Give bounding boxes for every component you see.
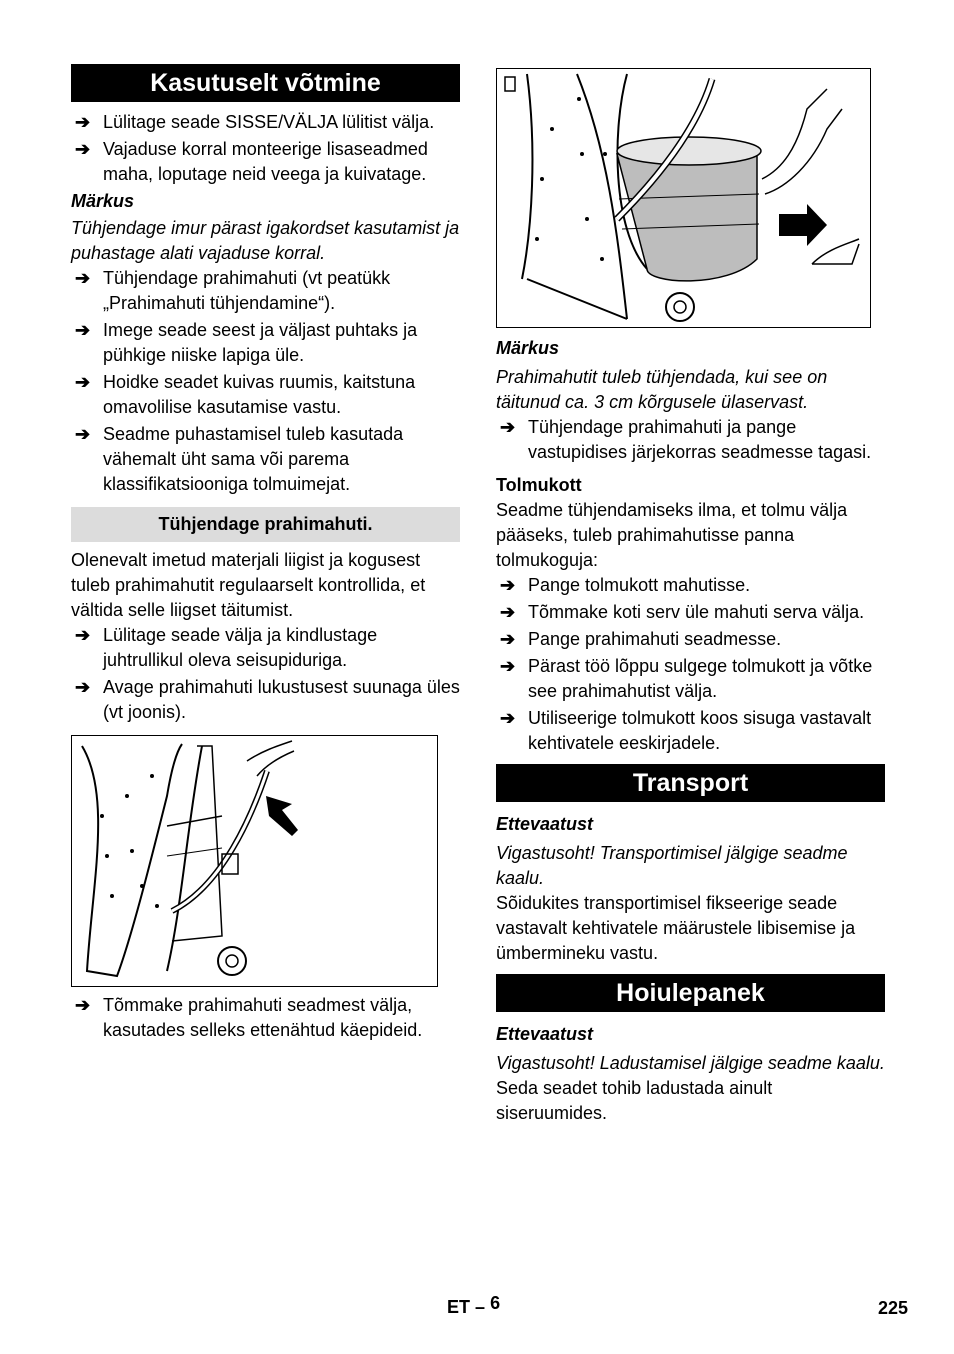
caution-text: Vigastusoht! Ladustamisel jälgige seadme kaalu.	[496, 1053, 885, 1073]
list-item: ➔ Tõmmake koti serv üle mahuti serva välja.	[496, 600, 885, 625]
arrow-right-icon: ➔	[500, 602, 516, 622]
note-label: Märkus	[496, 338, 560, 358]
arrow-right-icon: ➔	[500, 656, 516, 676]
section-title-storage: Hoiulepanek	[496, 974, 885, 1012]
arrow-right-icon: ➔	[75, 320, 91, 340]
illustration-vacuum-unlock	[72, 736, 437, 986]
arrow-right-icon: ➔	[75, 268, 91, 288]
list-item: ➔ Lülitage seade SISSE/VÄLJA lülitist välja.	[71, 110, 460, 135]
dust-bag-intro-text: Seadme tühjendamiseks ilma, et tolmu välja pääseks, tuleb prahimahutisse panna tolmukoguja:	[496, 500, 848, 570]
note-label: Märkus	[71, 191, 135, 211]
arrow-right-icon: ➔	[75, 424, 91, 444]
section-intro-text: Olenevalt imetud materjali liigist ja kogusest tuleb prahimahutit regulaarselt kontrollida, et vältida selle liigset täitumist.	[71, 550, 426, 620]
right-column	[496, 68, 885, 1126]
arrow-right-icon: ➔	[75, 995, 91, 1015]
list-item: ➔ Tühjendage prahimahuti (vt peatükk „Prahimahuti tühjendamine“).	[75, 268, 391, 313]
list-item: ➔ Pärast töö lõppu sulgege tolmukott ja võtke see prahimahutist välja.	[500, 656, 873, 701]
list-decommission-steps	[71, 110, 460, 187]
arrow-right-icon: ➔	[75, 112, 91, 132]
figure-open-container	[71, 735, 438, 987]
subsection-title-dust-bag: Tolmukott	[496, 475, 582, 495]
arrow-right-icon: ➔	[75, 372, 91, 392]
transport-text: Sõidukites transportimisel fikseerige seade vastavalt kehtivatele määrustele libisemise ja ümbermineku vastu.	[496, 893, 856, 963]
note-text: Prahimahutit tuleb tühjendada, kui see on täitunud ca. 3 cm kõrgusele ülaservast.	[496, 367, 828, 412]
note-text: Tühjendage imur pärast igakordset kasutamist ja puhastage alati vajaduse korral.	[71, 218, 460, 263]
caution-label: Ettevaatust	[496, 1024, 594, 1044]
illustration-vacuum-container-removal	[497, 69, 870, 327]
list-cleaning-steps	[71, 266, 460, 497]
list-pull-out-steps	[71, 993, 460, 1043]
figure-pull-out-container	[496, 68, 871, 328]
list-empty-steps	[71, 623, 460, 725]
list-item: ➔ Avage prahimahuti lukustusest suunaga üles (vt joonis).	[75, 677, 460, 722]
list-item: ➔ Vajaduse korral monteerige lisaseadmed maha, loputage neid veega ja kuivatage.	[75, 139, 428, 184]
section-title-transport: Transport	[496, 764, 885, 802]
arrow-right-icon: ➔	[500, 629, 516, 649]
section-title-decommissioning: Kasutuselt võtmine	[71, 64, 460, 102]
list-item: ➔ Hoidke seadet kuivas ruumis, kaitstuna omavolilise kasutamise vastu.	[75, 372, 416, 417]
list-item: ➔ Seadme puhastamisel tuleb kasutada vähemalt üht sama või parema klassifikatsiooniga tolmuimejat.	[75, 424, 404, 494]
arrow-right-icon: ➔	[500, 575, 516, 595]
list-dust-bag-steps	[496, 573, 885, 756]
list-refill-steps	[496, 415, 885, 465]
arrow-right-icon: ➔	[75, 677, 91, 697]
caution-text: Vigastusoht! Transportimisel jälgige seadme kaalu.	[496, 843, 848, 888]
list-item: ➔ Tõmmake prahimahuti seadmest välja, kasutades selleks ettenähtud käepideid.	[75, 995, 423, 1040]
list-item: ➔ Pange tolmukott mahutisse.	[496, 573, 885, 598]
page-number: 225	[878, 1298, 909, 1318]
list-item: ➔ Pange prahimahuti seadmesse.	[496, 627, 885, 652]
section-title-empty-container: Tühjendage prahimahuti.	[71, 507, 460, 542]
left-column	[71, 64, 460, 1045]
caution-label: Ettevaatust	[496, 814, 594, 834]
arrow-right-icon: ➔	[500, 417, 516, 437]
arrow-right-icon: ➔	[75, 139, 91, 159]
arrow-right-icon: ➔	[500, 708, 516, 728]
arrow-right-icon: ➔	[75, 625, 91, 645]
list-item: ➔ Utiliseerige tolmukott koos sisuga vastavalt kehtivatele eeskirjadele.	[500, 708, 872, 753]
list-item: ➔ Tühjendage prahimahuti ja pange vastupidises järjekorras seadmesse tagasi.	[500, 417, 872, 462]
list-item: ➔ Lülitage seade välja ja kindlustage juhtrullikul oleva seisupiduriga.	[75, 625, 378, 670]
list-item: ➔ Imege seade seest ja väljast puhtaks ja pühkige niiske lapiga üle.	[75, 320, 418, 365]
storage-text: Seda seadet tohib ladustada ainult siseruumides.	[496, 1078, 773, 1123]
footer-language-page: ET – 6	[447, 1293, 501, 1317]
